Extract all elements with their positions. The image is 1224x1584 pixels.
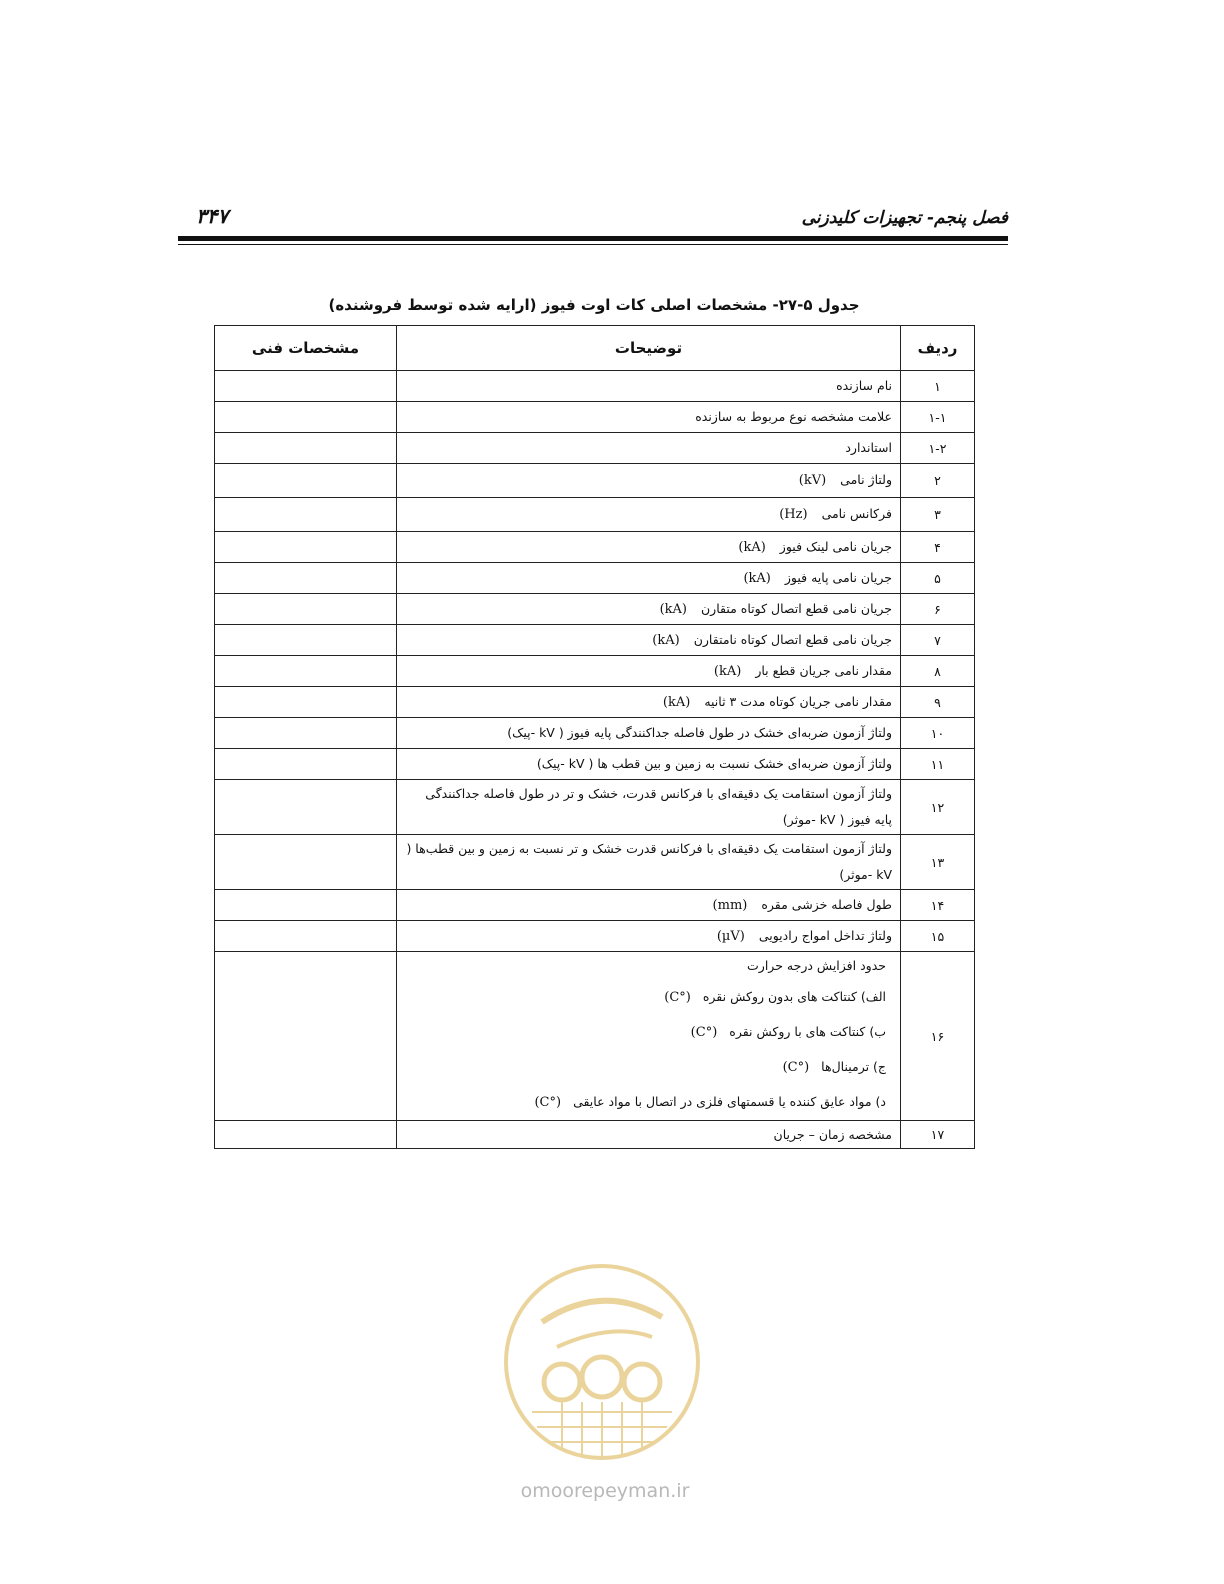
row-description <box>397 780 901 835</box>
row-number: ۱۴ <box>901 890 975 921</box>
spec-value-cell[interactable] <box>215 656 397 687</box>
column-header-description: توضیحات <box>397 326 901 371</box>
temperature-item <box>405 1085 892 1120</box>
row-description <box>397 532 901 563</box>
temperature-item-text: ج) ترمینال‌ها <box>821 1059 886 1074</box>
table-row <box>215 687 975 718</box>
description-text: طول فاصله خزشی مقره <box>761 896 892 912</box>
spec-value-cell[interactable] <box>215 532 397 563</box>
description-text: نام سازنده <box>836 378 892 393</box>
table-row <box>215 749 975 780</box>
description-text: جریان نامی پایه فیوز <box>784 569 892 585</box>
row-number: ۱۱ <box>901 749 975 780</box>
description-text: استاندارد <box>845 440 892 455</box>
header-rule-thin <box>178 244 1008 245</box>
row-description <box>397 402 901 433</box>
description-text: جریان نامی قطع اتصال کوتاه نامتقارن <box>693 631 892 647</box>
row-description <box>397 563 901 594</box>
row-description <box>397 749 901 780</box>
table-row <box>215 921 975 952</box>
description-text: جریان نامی قطع اتصال کوتاه متقارن <box>701 600 892 616</box>
row-description <box>397 371 901 402</box>
row-description <box>397 594 901 625</box>
table-caption: جدول ۵-۲۷- مشخصات اصلی کات اوت فیوز (ارایه شده توسط فروشنده) <box>328 296 860 314</box>
table-row <box>215 498 975 532</box>
table-row <box>215 780 975 835</box>
table-row <box>215 718 975 749</box>
row-description <box>397 656 901 687</box>
spec-value-cell[interactable] <box>215 563 397 594</box>
spec-value-cell[interactable] <box>215 921 397 952</box>
description-text: ولتاژ تداخل امواج رادیویی <box>758 927 892 943</box>
row-description <box>397 921 901 952</box>
temperature-item-text: د) مواد عایق کننده یا قسمتهای فلزی در اتصال با مواد عایقی <box>573 1094 886 1109</box>
table-row <box>215 371 975 402</box>
description-text: فرکانس نامی <box>821 506 892 521</box>
spec-value-cell[interactable] <box>215 835 397 890</box>
table-row <box>215 625 975 656</box>
unit-label: ( kA ) <box>663 690 690 716</box>
row-number: ۸ <box>901 656 975 687</box>
table-row <box>215 532 975 563</box>
unit-label: ( kA ) <box>714 659 741 685</box>
row-description <box>397 718 901 749</box>
table-row <box>215 464 975 498</box>
spec-value-cell[interactable] <box>215 594 397 625</box>
description-text: مقدار نامی جریان کوتاه مدت ۳ ثانیه <box>704 693 892 709</box>
spec-value-cell[interactable] <box>215 890 397 921</box>
page-header <box>178 200 1008 250</box>
unit-label: ( °C ) <box>534 1086 561 1120</box>
row-number: ۵ <box>901 563 975 594</box>
header-rule <box>178 236 1008 241</box>
row-number: ۱۳ <box>901 835 975 890</box>
spec-value-cell[interactable] <box>215 625 397 656</box>
unit-label: ( µV ) <box>717 924 745 950</box>
column-header-specs: مشخصات فنی <box>215 326 397 371</box>
unit-label: ( Hz ) <box>779 502 807 528</box>
spec-value-cell[interactable] <box>215 749 397 780</box>
row-number: ۱۵ <box>901 921 975 952</box>
description-text: جریان نامی لینک فیوز <box>779 538 892 554</box>
row-number: ۲ <box>901 464 975 498</box>
watermark-url: omoorepeyman.ir <box>520 1480 690 1502</box>
table-row <box>215 952 975 1121</box>
row-description <box>397 687 901 718</box>
row-number: ۹ <box>901 687 975 718</box>
unit-label: ( kA ) <box>652 628 679 654</box>
unit-label: ( mm ) <box>713 893 748 919</box>
table-row <box>215 1121 975 1149</box>
row-number: ۱۰ <box>901 718 975 749</box>
unit-label: ( kA ) <box>738 535 765 561</box>
temperature-item-text: ب) کنتاکت های با روکش نقره <box>729 1024 886 1039</box>
spec-value-cell[interactable] <box>215 687 397 718</box>
row-description <box>397 835 901 890</box>
description-text: مقدار نامی جریان قطع بار <box>755 662 892 678</box>
description-text: ولتاژ نامی <box>840 472 892 487</box>
table-row <box>215 402 975 433</box>
table-row <box>215 563 975 594</box>
spec-value-cell[interactable] <box>215 952 397 1121</box>
temperature-rise-title: حدود افزایش درجه حرارت <box>747 958 886 973</box>
description-text: ولتاژ آزمون ضربه‌ای خشک در طول فاصله جداکنندگی پایه فیوز ( kV -پیک) <box>507 725 892 740</box>
page-number: ۳۴۷ <box>196 204 229 228</box>
row-number: ۱۷ <box>901 1121 975 1149</box>
row-number: ۷ <box>901 625 975 656</box>
row-number: ۱-۲ <box>901 433 975 464</box>
spec-value-cell[interactable] <box>215 464 397 498</box>
table-row <box>215 433 975 464</box>
row-number: ۱۲ <box>901 780 975 835</box>
row-description <box>397 498 901 532</box>
unit-label: ( °C ) <box>691 1016 718 1050</box>
row-number: ۳ <box>901 498 975 532</box>
description-text: علامت مشخصه نوع مربوط به سازنده <box>695 409 892 424</box>
cutout-fuse-spec-table <box>214 325 975 1149</box>
watermark-logo <box>502 1262 702 1462</box>
spec-value-cell[interactable] <box>215 371 397 402</box>
description-text: ولتاژ آزمون ضربه‌ای خشک نسبت به زمین و بین قطب ها ( kV -پیک) <box>536 756 892 771</box>
row-number: ۱ <box>901 371 975 402</box>
spec-value-cell[interactable] <box>215 1121 397 1149</box>
spec-value-cell[interactable] <box>215 402 397 433</box>
row-description: مشخصه زمان – جریان <box>397 1121 901 1149</box>
temperature-item <box>405 1050 892 1085</box>
unit-label: ( kA ) <box>743 566 770 592</box>
unit-label: ( °C ) <box>664 981 691 1015</box>
row-description <box>397 625 901 656</box>
spec-value-cell[interactable] <box>215 780 397 835</box>
description-text: ولتاژ آزمون استقامت یک دقیقه‌ای با فرکانس قدرت خشک و تر نسبت به زمین و بین قطب‌ها ( kV -موثر) <box>406 841 892 882</box>
table-row <box>215 656 975 687</box>
unit-label: ( kV ) <box>799 468 826 494</box>
spec-value-cell[interactable] <box>215 718 397 749</box>
row-number: ۶ <box>901 594 975 625</box>
spec-value-cell[interactable] <box>215 498 397 532</box>
description-text: ولتاژ آزمون استقامت یک دقیقه‌ای با فرکانس قدرت، خشک و تر در طول فاصله جداکنندگی پایه فیوز ( kV -موثر) <box>425 786 892 827</box>
row-number: ۱-۱ <box>901 402 975 433</box>
table-header-row <box>215 326 975 371</box>
unit-label: ( kA ) <box>660 597 687 623</box>
unit-label: ( °C ) <box>783 1051 810 1085</box>
row-number: ۱۶ <box>901 952 975 1121</box>
table-row <box>215 594 975 625</box>
temperature-item-text: الف) کنتاکت های بدون روکش نقره <box>702 989 886 1004</box>
temperature-item <box>405 1015 892 1050</box>
row-description <box>397 952 901 1121</box>
spec-value-cell[interactable] <box>215 433 397 464</box>
row-description <box>397 890 901 921</box>
column-header-row: ردیف <box>901 326 975 371</box>
temperature-item <box>405 980 892 1015</box>
row-description <box>397 464 901 498</box>
chapter-title: فصل پنجم- تجهیزات کلیدزنی <box>801 208 1008 228</box>
row-description <box>397 433 901 464</box>
table-row <box>215 835 975 890</box>
table-row <box>215 890 975 921</box>
row-number: ۴ <box>901 532 975 563</box>
